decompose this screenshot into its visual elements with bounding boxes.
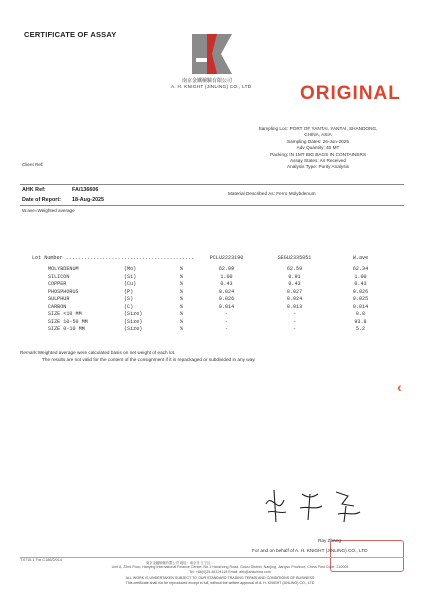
sampling-location: Sampling Loc: PORT OF YANTAI, YANTAI, SHANDONG, bbox=[258, 126, 378, 131]
certificate-title: CERTIFICATE OF ASSAY bbox=[24, 30, 117, 39]
assay-states: Assay States: As Received bbox=[289, 158, 347, 164]
element-name: CARBON bbox=[48, 303, 67, 310]
company-logo bbox=[190, 32, 234, 76]
element-symbol: (Si) bbox=[124, 273, 137, 280]
element-unit: % bbox=[180, 266, 184, 272]
weighted-average-value: 0.025 bbox=[352, 296, 369, 302]
lot-2-value: 62.59 bbox=[286, 266, 303, 272]
lot-2-value: 0.91 bbox=[288, 273, 301, 280]
lot-1-value: - bbox=[224, 318, 229, 325]
element-unit: % bbox=[180, 326, 184, 332]
ahk-ref-label: AHK Ref: bbox=[22, 187, 46, 193]
weighted-average-value: 0.026 bbox=[352, 288, 369, 295]
element-name: SIZE 10-50 MM bbox=[48, 318, 88, 325]
weighted-average-value: 0.014 bbox=[352, 303, 369, 310]
divider-top bbox=[20, 184, 404, 185]
element-symbol: (Size) bbox=[124, 311, 143, 317]
element-name: SIZE 0-10 MM bbox=[48, 326, 85, 332]
element-name: MOLYBDENUM bbox=[48, 266, 79, 272]
handwritten-signature bbox=[262, 486, 382, 526]
sampling-info bbox=[228, 126, 408, 171]
element-unit: % bbox=[180, 318, 184, 325]
on-behalf-line: For and on behalf of A. H. KNIGHT (JINLING) CO., LTD bbox=[252, 548, 368, 553]
company-name-en: A. H. KNIGHT (JINLING) CO., LTD bbox=[171, 84, 252, 89]
packing: Packing: IN 1MT BIG BAGS IN CONTAINERS bbox=[270, 151, 366, 157]
weighted-average-note: W.ave=Weighted average bbox=[22, 208, 75, 213]
advised-quantity: Adv Quantity: 40 MT bbox=[296, 145, 340, 151]
lot-1-value: 0.024 bbox=[218, 288, 235, 295]
weighted-average-value: 5.2 bbox=[355, 326, 366, 332]
weighted-average-value: 93.8 bbox=[354, 318, 367, 325]
element-symbol: (Cu) bbox=[124, 281, 137, 287]
lot-number-label: Lot Number .......................................... bbox=[32, 255, 195, 261]
lot-1-value: 0.026 bbox=[218, 296, 235, 302]
divider-middle bbox=[20, 205, 404, 206]
weighted-average-value: 62.34 bbox=[352, 266, 369, 272]
contact-line: Tel: +86(0)25-84124119 Email: ahk@ahkchina.com bbox=[189, 569, 271, 574]
element-unit: % bbox=[180, 311, 184, 317]
lot-1-value: - bbox=[224, 326, 229, 332]
element-unit: % bbox=[180, 296, 184, 302]
remark-line-1: Remark:Weighted average were calculated basis on net weight of each lot. bbox=[20, 350, 176, 355]
lot-2-value: - bbox=[292, 318, 297, 325]
company-name-cn: 南京金鐵檢驗有限公司 bbox=[182, 78, 233, 84]
lot-1-value: 1.00 bbox=[220, 273, 233, 280]
lot-2-value: - bbox=[292, 311, 297, 317]
footer-address bbox=[80, 565, 380, 575]
ahk-ref-value: FA/136606 bbox=[72, 187, 99, 193]
address-line: Unit A, 22nd Floor, Hanying International Finance Center, No.1 Hanzhong Road, Gulou District, Nanjing, Jiangsu Province, China Post Code: 210005 bbox=[111, 565, 349, 569]
sampling-dates: Sampling Dates: 26-Jun-2025 bbox=[286, 138, 349, 144]
terms-line-2: This certificate shall not be reproduced except in full, without the written approval of A. H. KNIGHT (JINLING) CO., LTD bbox=[125, 580, 315, 585]
lot-header-1: PCLU2223190 bbox=[209, 255, 244, 261]
report-date-label: Date of Report: bbox=[22, 197, 61, 203]
element-symbol: (S) bbox=[124, 296, 134, 302]
element-symbol: (C) bbox=[124, 303, 134, 310]
lot-2-value: 0.43 bbox=[288, 281, 301, 287]
lot-header-2: SEGU2335851 bbox=[277, 255, 312, 261]
sampling-location-2: CHINA, ASIA bbox=[304, 132, 332, 138]
footer-terms bbox=[70, 576, 370, 586]
lot-1-value: 0.43 bbox=[220, 281, 233, 287]
element-name: SULPHUR bbox=[48, 296, 70, 302]
form-code: T.0715.1 For C186/2/014 bbox=[20, 558, 63, 562]
brand-mark-icon: ‹ bbox=[397, 379, 402, 395]
element-name: COPPER bbox=[48, 281, 67, 287]
lot-2-value: - bbox=[292, 326, 297, 332]
element-symbol: (Mo) bbox=[124, 266, 137, 272]
analysis-type: Analysis Type: Purity Analysis bbox=[287, 164, 349, 170]
element-unit: % bbox=[180, 273, 184, 280]
element-unit: % bbox=[180, 281, 184, 287]
element-name: PHOSPHORUS bbox=[48, 288, 79, 295]
lot-1-value: 0.014 bbox=[218, 303, 235, 310]
footer-chinese-text: 南京金鐵檢驗有限公司 地址：南京市 江宁区 … bbox=[146, 561, 215, 565]
lot-2-value: 0.027 bbox=[286, 288, 303, 295]
element-name: SILICON bbox=[48, 273, 70, 280]
terms-line-1: ALL WORK IS UNDERTAKEN SUBJECT TO OUR STANDARD TRADING TERMS AND CONDITIONS OF BUSINESS bbox=[125, 576, 315, 580]
element-symbol: (Size) bbox=[124, 318, 143, 325]
signer-name: Ray Zhang bbox=[318, 538, 341, 543]
material-described: Material Described As: Ferro Molybdenum bbox=[228, 191, 316, 196]
remark-line-2: The results are not valid for the content of the consignment if it is repackaged or subdivided in any way. bbox=[42, 357, 256, 362]
element-unit: % bbox=[180, 288, 184, 295]
lot-1-value: - bbox=[224, 311, 229, 317]
original-stamp: ORIGINAL bbox=[300, 83, 401, 104]
report-date-value: 18-Aug-2025 bbox=[72, 197, 105, 203]
weighted-average-value: 0.43 bbox=[354, 281, 367, 287]
lot-number-row bbox=[32, 255, 372, 263]
element-symbol: (P) bbox=[124, 288, 134, 295]
element-symbol: (Size) bbox=[124, 326, 143, 332]
element-unit: % bbox=[180, 303, 184, 310]
lot-header-3: W.ave bbox=[352, 255, 369, 261]
lot-2-value: 0.024 bbox=[286, 296, 303, 302]
client-ref-label: Client Ref: bbox=[22, 162, 44, 167]
lot-1-value: 62.09 bbox=[218, 266, 235, 272]
element-name: SIZE <10 MM bbox=[48, 311, 82, 317]
footer-divider bbox=[20, 557, 404, 558]
weighted-average-value: 0.8 bbox=[355, 311, 366, 317]
lot-2-value: 0.013 bbox=[286, 303, 303, 310]
weighted-average-value: 1.00 bbox=[354, 273, 367, 280]
